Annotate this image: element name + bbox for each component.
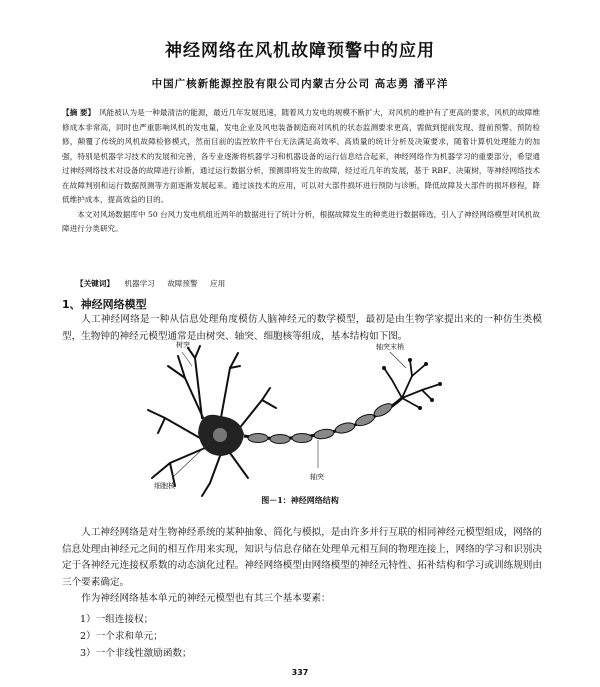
label-nucleus: 细胞核 <box>154 482 175 490</box>
body-paragraph-2: 作为神经网络基本单元的神经元模型也有其三个基本要素： <box>81 593 331 604</box>
element-list <box>80 611 192 662</box>
abstract <box>62 106 540 237</box>
keywords <box>76 278 235 289</box>
neuron-illustration <box>140 338 470 498</box>
keyword: 应用 <box>209 279 226 288</box>
abstract-label: 【摘 要】 <box>62 108 96 117</box>
authors: 中国广核新能源控股有限公司内蒙古分公司 高志勇 潘平洋 <box>151 78 449 90</box>
nucleus <box>213 428 227 442</box>
label-axon-terminal: 轴突末梢 <box>376 343 404 351</box>
list-item: 3）一个非线性激励函数； <box>80 648 192 659</box>
figure-caption: 图－1：神经网络结构 <box>261 495 339 505</box>
neuron-figure <box>140 338 470 498</box>
keywords-label: 【关键词】 <box>76 279 114 288</box>
keyword: 故障预警 <box>167 279 198 288</box>
label-dendrite: 树突 <box>176 341 190 349</box>
abstract-text: 风能被认为是一种最清洁的能源，最近几年发展迅速，随着风力发电的规模不断扩大，对风机的维护有了更高的要求，风机的故障维修成本非常高，同时也严重影响风机的发电量，发电企业及风电装备制造商对风机的状态监测要求更高，需做到提前发现、提前预警、预防检修，颠覆了传统的风机故障检修模式，然而目前的监控软件平台无法满足高效率、高质量的统计分析及决策要求，随着计算机处理能力的加强，特别是机器学习技术的发展和完善，各专业逐渐将机器学习和机器设备的运行信息结合起来，神经网络作为机器学习的重要部分，希望通过神经网络技术对设备的故障进行诊断，通过运行数据分析，预测即将发生的故障，经过近几年的发展，基于 RBF、决策树，等神经网络技术在故障判别和运行数据预测等方面逐渐发展起来。通过该技术的应用，可以对大部件损坏进行预防与诊断，降低故障及大部件的损坏修程，降低维护成本，提高效益的目的。 <box>62 108 540 204</box>
section-intro-text: 人工神经网络是一种从信息处理角度模仿人脑神经元的数学模型，最初是由生物学家提出来的一种仿生类模型，生物钟的神经元模型通常是由树突、轴突、细胞核等组成，基本结构如下图。 <box>62 314 542 342</box>
section-heading: 1、神经网络模型 <box>62 298 147 311</box>
body-text <box>62 525 542 608</box>
abstract-text-2: 本文对风场数据库中 50 台风力发电机组近两年的数据进行了统计分析，根据故障发生的种类进行数据筛选，引入了神经网络模型对风机故障进行分类研究。 <box>62 209 540 233</box>
body-paragraph-1: 人工神经网络是对生物神经系统的某种抽象、简化与模拟，是由许多并行互联的相同神经元模型组成，网络的信息处理由神经元之间的相互作用来实现，知识与信息存储在处理单元相互间的物理连接上，网络的学习和识别决定于各神经元连接权系数的动态演化过程。神经网络模型由网络模型的神经元特性、拓补结构和学习或训练规则由三个要素确定。 <box>62 527 542 588</box>
list-item: 1）一组连接权； <box>80 614 154 625</box>
list-item: 2）一个求和单元； <box>80 631 163 642</box>
keyword: 机器学习 <box>124 279 155 288</box>
label-axon: 轴突 <box>310 473 324 481</box>
paper-title: 神经网络在风机故障预警中的应用 <box>165 41 435 61</box>
page-number: 337 <box>291 668 309 677</box>
